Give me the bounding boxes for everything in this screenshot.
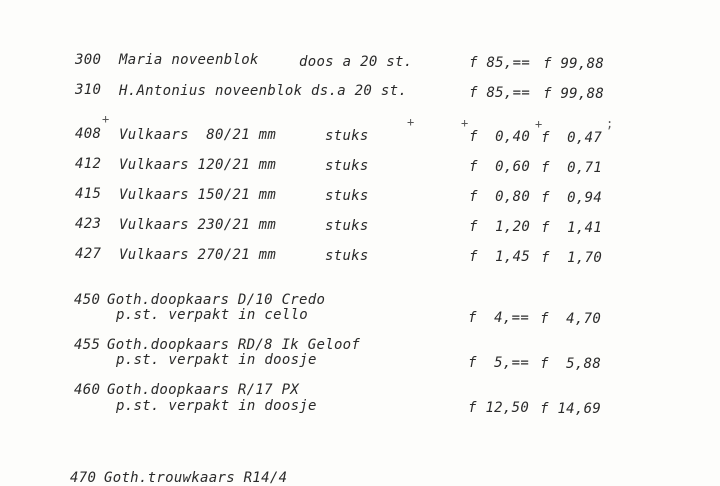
item-code: 408: [75, 126, 102, 142]
item-code: 300: [75, 52, 102, 68]
item-price-excl: f 85,==: [469, 85, 531, 101]
item-code: 412: [75, 156, 102, 172]
item-unit: stuks: [325, 188, 369, 204]
item-price-excl: f 0,40: [469, 129, 531, 145]
item-unit: doos a 20 st.: [299, 54, 413, 70]
item-unit: stuks: [325, 218, 369, 234]
item-price-excl: f 85,==: [469, 55, 531, 71]
item-price-excl: f 12,50: [468, 400, 530, 416]
item-description: Vulkaars 80/21 mm: [119, 127, 277, 143]
item-price-excl: f 4,==: [468, 310, 530, 326]
item-price-incl: f 5,88: [540, 356, 602, 372]
item-description: Vulkaars 120/21 mm: [119, 157, 277, 173]
item-description: Vulkaars 150/21 mm: [119, 187, 277, 203]
item-price-incl: f 99,88: [543, 86, 605, 102]
item-code: 427: [75, 246, 102, 262]
tick-mark: +: [407, 115, 415, 129]
item-price-incl: f 99,88: [543, 56, 605, 72]
item-price-incl: f 0,71: [541, 160, 603, 176]
item-price-incl: f 0,94: [541, 190, 603, 206]
item-price-excl: f 0,60: [469, 159, 531, 175]
item-code: 310: [75, 82, 102, 98]
item-price-incl: f 0,47: [541, 130, 603, 146]
item-price-excl: f 5,==: [468, 355, 530, 371]
item-description: Vulkaars 270/21 mm: [119, 247, 277, 263]
tick-mark: ;: [606, 117, 614, 131]
tick-mark: +: [461, 116, 469, 130]
item-description: Goth.doopkaars D/10 Credo: [107, 292, 326, 308]
tick-mark: +: [102, 112, 110, 126]
item-code: 450: [74, 292, 101, 308]
item-description: Goth.doopkaars RD/8 Ik Geloof: [107, 337, 361, 353]
item-code: 455: [74, 337, 101, 353]
item-description: Goth.doopkaars R/17 PX: [107, 382, 300, 398]
item-code: 470: [70, 470, 97, 486]
item-code: 415: [75, 186, 102, 202]
item-price-excl: f 1,20: [469, 219, 531, 235]
tick-mark: +: [535, 117, 543, 131]
item-price-incl: f 4,70: [540, 311, 602, 327]
item-price-incl: f 1,70: [541, 250, 603, 266]
item-unit: stuks: [325, 128, 369, 144]
item-price-excl: f 1,45: [469, 249, 531, 265]
item-packaging: p.st. verpakt in doosje: [116, 398, 317, 414]
item-description: Goth.trouwkaars R14/4: [104, 470, 288, 486]
item-unit: stuks: [325, 158, 369, 174]
item-description: H.Antonius noveenblok ds.a 20 st.: [119, 83, 408, 99]
item-packaging: p.st. verpakt in doosje: [116, 352, 317, 368]
item-unit: stuks: [325, 248, 369, 264]
item-description: Vulkaars 230/21 mm: [119, 217, 277, 233]
item-code: 460: [74, 382, 101, 398]
item-code: 423: [75, 216, 102, 232]
item-price-incl: f 14,69: [540, 401, 602, 417]
item-price-excl: f 0,80: [469, 189, 531, 205]
item-packaging: p.st. verpakt in cello: [116, 307, 309, 323]
item-description: Maria noveenblok: [119, 52, 259, 68]
item-price-incl: f 1,41: [541, 220, 603, 236]
